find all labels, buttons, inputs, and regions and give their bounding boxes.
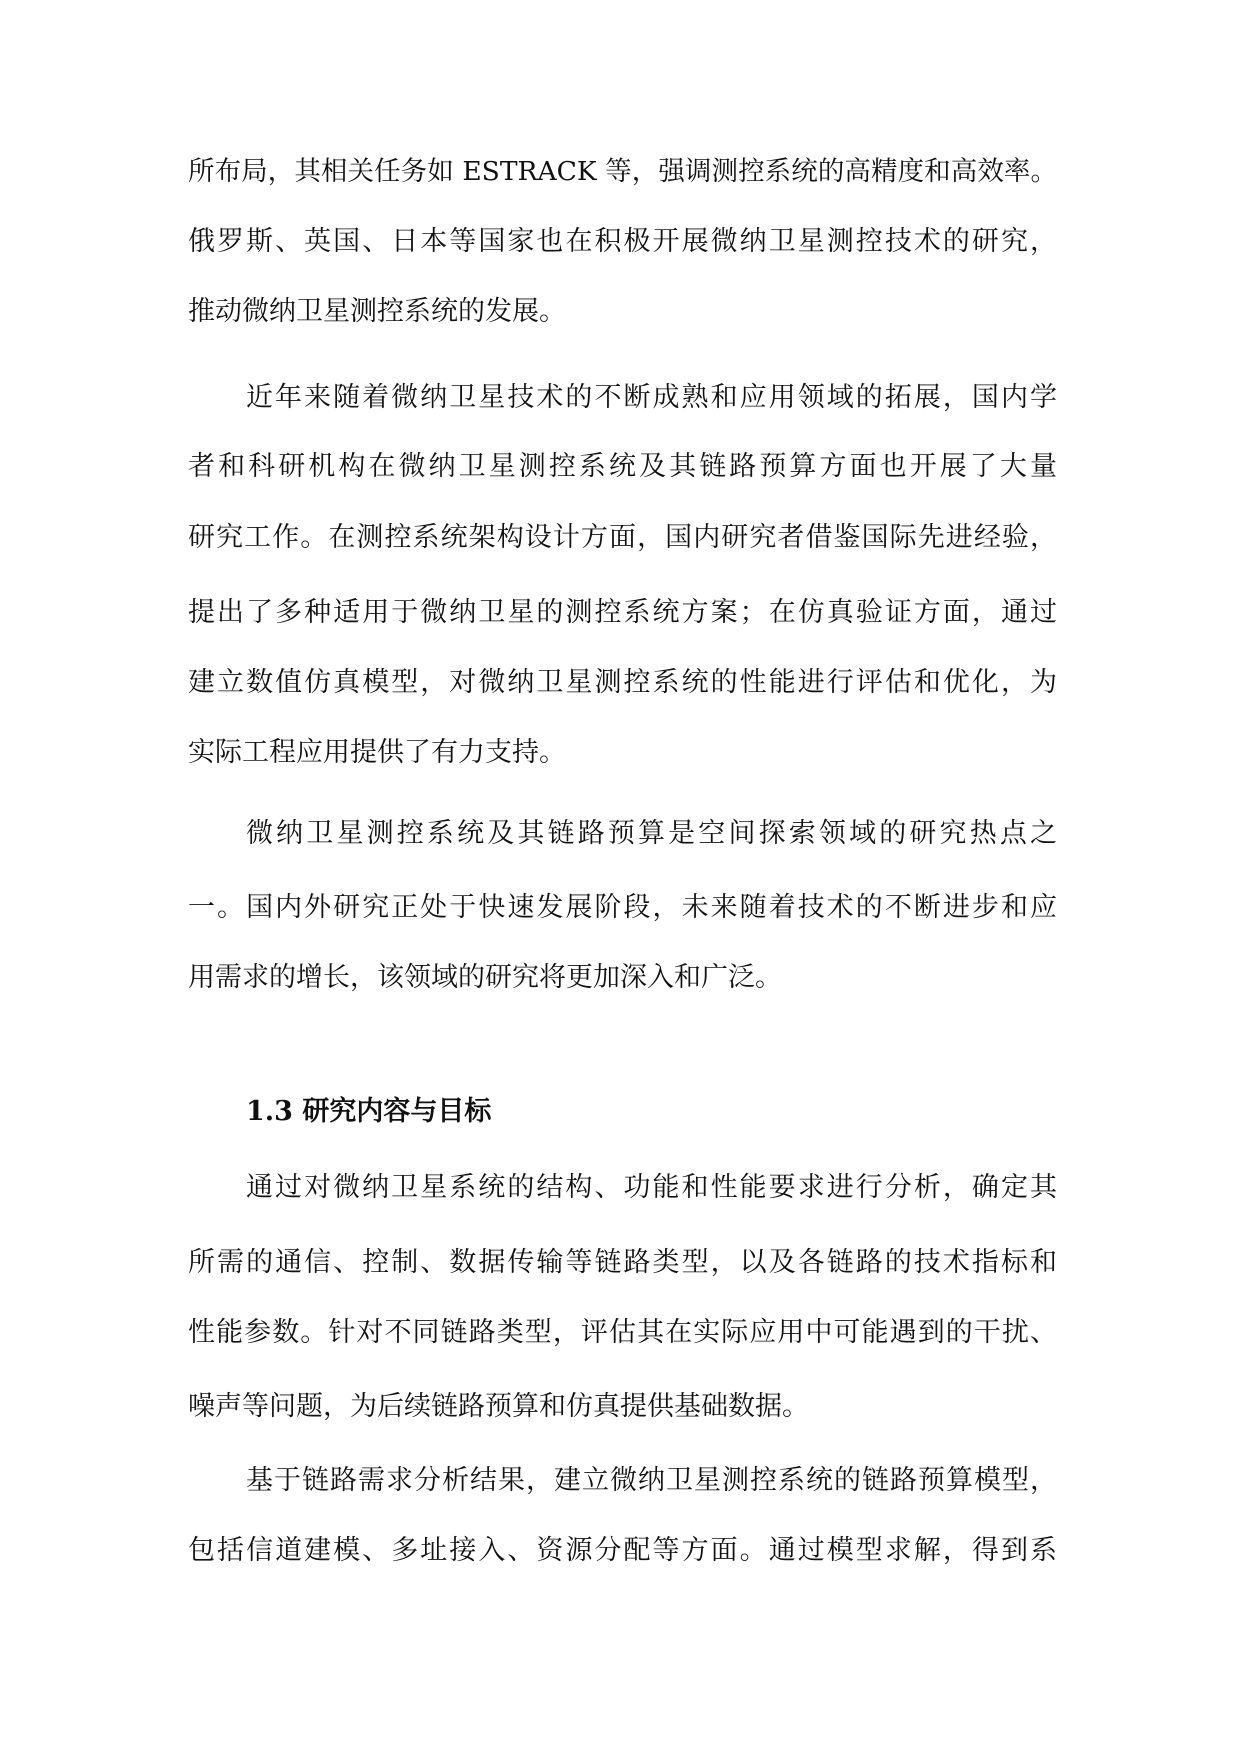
- paragraph-line: 实际工程应用提供了有力支持。: [188, 737, 566, 768]
- paragraph-line: 包括信道建模、多址接入、资源分配等方面。通过模型求解，得到系: [188, 1535, 1057, 1566]
- paragraph-line: 者和科研机构在微纳卫星测控系统及其链路预算方面也开展了大量: [188, 451, 1057, 482]
- paragraph-line: 用需求的增长，该领域的研究将更加深入和广泛。: [188, 962, 782, 993]
- paragraph-line: 所需的通信、控制、数据传输等链路类型，以及各链路的技术指标和: [188, 1247, 1057, 1278]
- paragraph-line: 俄罗斯、英国、日本等国家也在积极开展微纳卫星测控技术的研究，: [188, 226, 1057, 257]
- paragraph-line: 推动微纳卫星测控系统的发展。: [188, 296, 566, 327]
- paragraph-line: 所布局，其相关任务如 ESTRACK 等，强调测控系统的高精度和高效率。: [188, 156, 1057, 187]
- paragraph-line: 近年来随着微纳卫星技术的不断成熟和应用领域的拓展，国内学: [246, 382, 1057, 413]
- paragraph-line: 通过对微纳卫星系统的结构、功能和性能要求进行分析，确定其: [246, 1172, 1057, 1203]
- paragraph-line: 研究工作。在测控系统架构设计方面，国内研究者借鉴国际先进经验，: [188, 522, 1057, 553]
- paragraph-line: 性能参数。针对不同链路类型，评估其在实际应用中可能遇到的干扰、: [188, 1317, 1057, 1348]
- paragraph-line: 一。国内外研究正处于快速发展阶段，未来随着技术的不断进步和应: [188, 892, 1057, 923]
- paragraph-line: 建立数值仿真模型，对微纳卫星测控系统的性能进行评估和优化，为: [188, 667, 1057, 698]
- section-heading: 1.3 研究内容与目标: [246, 1096, 492, 1127]
- paragraph-line: 提出了多种适用于微纳卫星的测控系统方案；在仿真验证方面，通过: [188, 597, 1057, 628]
- paragraph-line: 噪声等问题，为后续链路预算和仿真提供基础数据。: [188, 1391, 809, 1422]
- paragraph-line: 基于链路需求分析结果，建立微纳卫星测控系统的链路预算模型，: [246, 1465, 1057, 1496]
- paragraph-line: 微纳卫星测控系统及其链路预算是空间探索领域的研究热点之: [246, 818, 1057, 849]
